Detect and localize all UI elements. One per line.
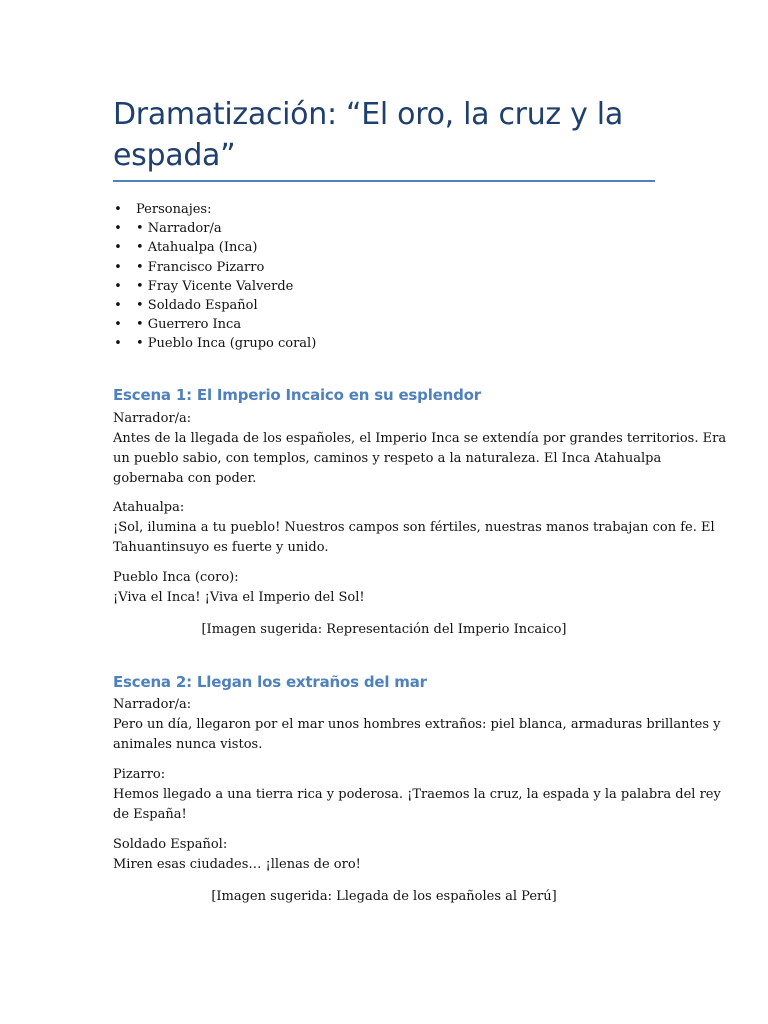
scene-2-soldado-block [113, 835, 658, 875]
scene-1-heading: Escena 1: El Imperio Incaico en su esplendor [113, 386, 481, 404]
bullet-icon: • [114, 240, 122, 256]
scene-2-heading: Escena 2: Llegan los extraños del mar [113, 673, 427, 691]
speaker-label: Atahualpa: [113, 500, 185, 515]
dialogue-line: Antes de la llegada de los españoles, el Imperio Inca se extendía por grandes territorios. Era [113, 431, 727, 446]
bullet-icon: • [114, 336, 122, 352]
bullet-icon: • [114, 202, 122, 217]
list-item: • • Fray Vicente Valverde [113, 277, 316, 296]
speaker-label: Soldado Español: [113, 837, 228, 852]
title-underline [113, 180, 655, 182]
dialogue-line: Pero un día, llegaron por el mar unos hombres extraños: piel blanca, armaduras brillantes y [113, 717, 721, 732]
list-item: • • Francisco Pizarro [113, 258, 316, 277]
bullet-icon: • [114, 317, 122, 333]
speaker-label: Narrador/a: [113, 697, 192, 712]
speaker-label: Pizarro: [113, 767, 166, 782]
scene-1-atahualpa-block [113, 498, 715, 558]
dialogue-line: ¡Sol, ilumina a tu pueblo! Nuestros campos son fértiles, nuestras manos trabajan con fe. El [113, 520, 715, 535]
scene-2-pizarro-block [113, 765, 721, 825]
dialogue-line: Hemos llegado a una tierra rica y poderosa. ¡Traemos la cruz, la espada y la palabra del rey [113, 787, 721, 802]
scene-2-image-caption: [Imagen sugerida: Llegada de los españoles al Perú] [211, 889, 557, 904]
personajes-list [113, 200, 316, 354]
speaker-label: Narrador/a: [113, 411, 192, 426]
dialogue-line: Tahuantinsuyo es fuerte y unido. [113, 540, 329, 555]
dialogue-line: ¡Viva el Inca! ¡Viva el Imperio del Sol! [113, 590, 365, 605]
list-item: • • Soldado Español [113, 296, 316, 315]
bullet-icon: • [114, 297, 122, 313]
list-item: • • Guerrero Inca [113, 315, 316, 334]
list-item: • • Atahualpa (Inca) [113, 238, 316, 257]
scene-2-narrador-block [113, 695, 721, 755]
dialogue-line: Miren esas ciudades… ¡llenas de oro! [113, 857, 361, 872]
list-item: • • Pueblo Inca (grupo coral) [113, 334, 316, 353]
document-title: Dramatización: “El oro, la cruz y la espada” [113, 97, 623, 173]
speaker-label: Pueblo Inca (coro): [113, 570, 239, 585]
dialogue-line: de España! [113, 807, 187, 822]
scene-1-image-caption: [Imagen sugerida: Representación del Imperio Incaico] [201, 622, 567, 637]
list-item: • • Narrador/a [113, 219, 316, 238]
bullet-icon: • [114, 278, 122, 294]
dialogue-line: gobernaba con poder. [113, 471, 257, 486]
scene-1-narrador-block [113, 409, 727, 489]
bullet-icon: • [114, 259, 122, 275]
scene-1-pueblo-block [113, 568, 658, 608]
list-item: • Personajes: [113, 200, 316, 219]
dialogue-line: un pueblo sabio, con templos, caminos y respeto a la naturaleza. El Inca Atahualpa [113, 451, 662, 466]
dialogue-line: animales nunca vistos. [113, 737, 263, 752]
bullet-icon: • [114, 221, 122, 237]
